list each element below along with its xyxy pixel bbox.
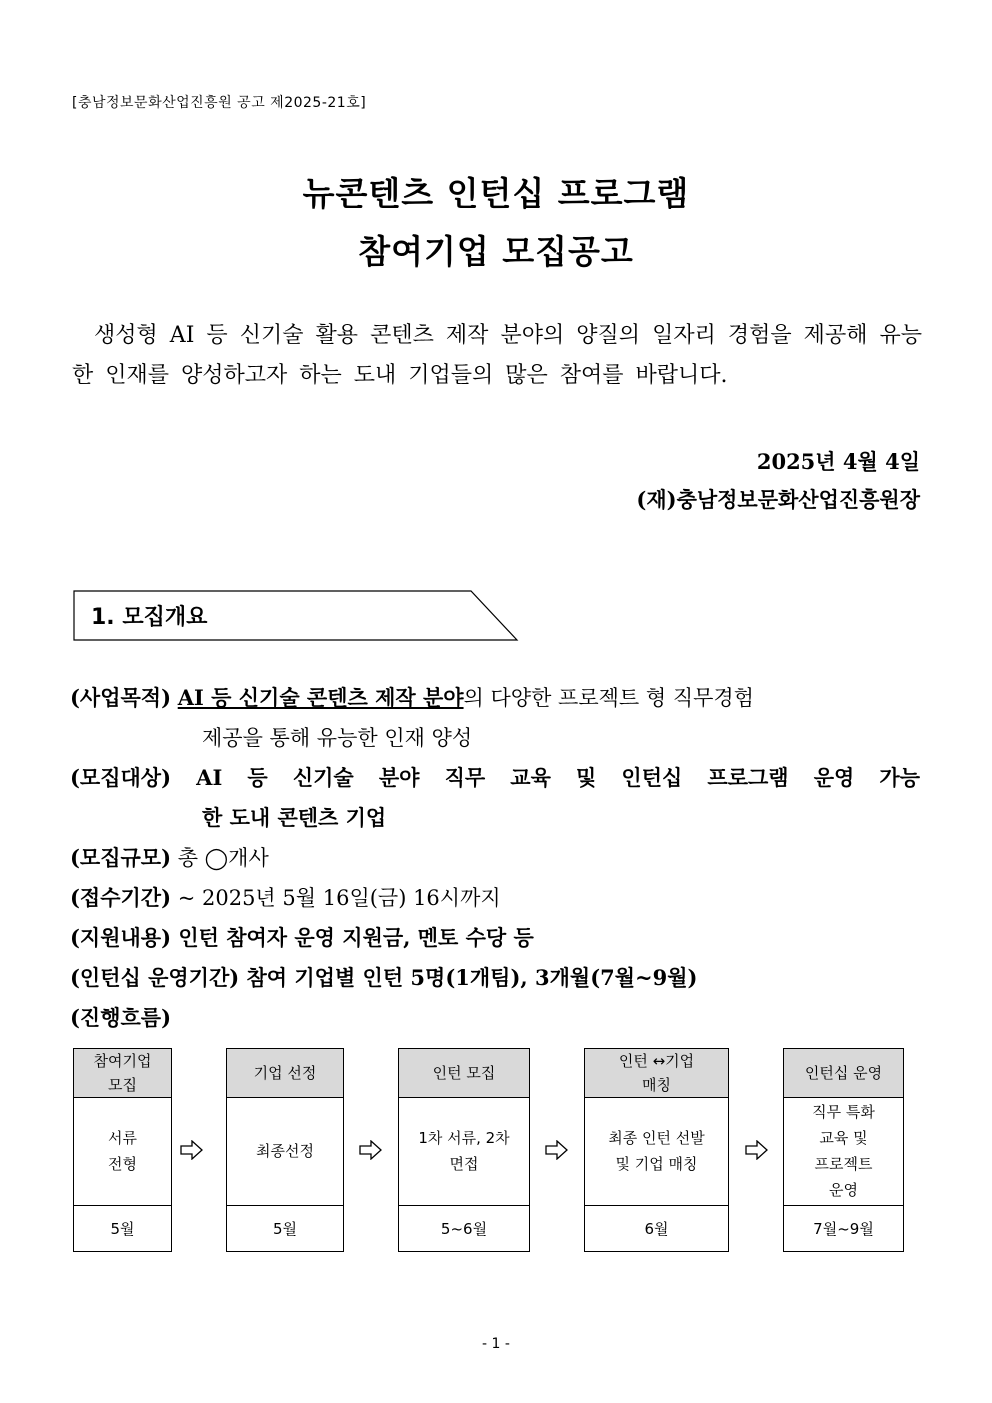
flow-step-2 <box>226 1048 344 1252</box>
support-row <box>70 922 534 952</box>
notice-number: [충남정보문화산업진흥원 공고 제2025-21호] <box>72 95 367 111</box>
page-title-line2: 참여기업 모집공고 <box>358 232 634 271</box>
scale-text: 총 ◯개사 <box>177 846 269 870</box>
right-arrow-icon <box>359 1140 383 1160</box>
right-arrow-icon <box>180 1140 204 1160</box>
target-line2: 한 도내 콘텐츠 기업 <box>202 805 387 830</box>
flow-step-body: 최종 인턴 선발 및 기업 매칭 <box>585 1097 728 1206</box>
section-header <box>73 590 519 642</box>
operation-text: 참여 기업별 인턴 5명(1개팀), 3개월(7월~9월) <box>246 965 698 990</box>
flow-step-body: 서류 전형 <box>74 1097 171 1206</box>
flow-step-period: 7월~9월 <box>813 1219 874 1238</box>
flow-step-period: 5~6월 <box>440 1219 488 1238</box>
period-text: ~ 2025년 5월 16일(금) 16시까지 <box>177 886 501 910</box>
period-label: (접수기간) <box>70 885 172 910</box>
flow-step-5 <box>783 1048 904 1252</box>
flow-step-head: 기업 선정 <box>227 1049 343 1098</box>
section-title: 1. 모집개요 <box>91 605 208 630</box>
flow-step-period: 5월 <box>110 1219 135 1238</box>
flow-step-4 <box>584 1048 729 1252</box>
flow-step-period: 5월 <box>272 1219 298 1238</box>
purpose-line2: 제공을 통해 유능한 인재 양성 <box>202 726 473 750</box>
notice-date: 2025년 4월 4일 <box>756 449 920 474</box>
flow-step-body: 최종선정 <box>227 1097 343 1206</box>
flow-step-head: 인턴십 운영 <box>784 1049 903 1098</box>
target-text: AI 등 신기술 분야 직무 교육 및 인턴십 프로그램 운영 가능 <box>196 765 920 790</box>
page-number: - 1 - <box>482 1336 510 1352</box>
support-label: (지원내용) <box>70 925 172 950</box>
target-label: (모집대상) <box>70 765 172 790</box>
issuer-name: (재)충남정보문화산업진흥원장 <box>636 487 920 512</box>
intro-text: 생성형 AI 등 신기술 활용 콘텐츠 제작 분야의 양질의 일자리 경험을 제공해 유능한 인재를 양성하고자 하는 도내 기업들의 많은 참여를 바랍니다. <box>72 323 922 388</box>
purpose-label: (사업목적) <box>70 685 172 710</box>
purpose-highlight: AI 등 신기술 콘텐츠 제작 분야 <box>177 685 464 710</box>
flow-step-period: 6월 <box>644 1219 669 1238</box>
scale-row <box>70 842 269 872</box>
flow-label: (진행흐름) <box>70 1005 172 1030</box>
scale-label: (모집규모) <box>70 845 172 870</box>
operation-row <box>70 962 697 992</box>
target-row <box>70 762 920 792</box>
flow-step-body: 1차 서류, 2차 면접 <box>399 1097 529 1206</box>
purpose-row <box>70 682 754 712</box>
period-row <box>70 882 501 912</box>
flow-step-head: 참여기업 모집 <box>74 1049 171 1098</box>
right-arrow-icon <box>545 1140 569 1160</box>
flow-step-head: 인턴 모집 <box>399 1049 529 1098</box>
support-text: 인턴 참여자 운영 지원금, 멘토 수당 등 <box>178 925 534 950</box>
operation-label: (인턴십 운영기간) <box>70 965 240 990</box>
right-arrow-icon <box>745 1140 769 1160</box>
page-title-line1: 뉴콘텐츠 인턴십 프로그램 <box>302 174 690 213</box>
flow-step-head: 인턴 ↔기업 매칭 <box>585 1049 728 1098</box>
flow-step-1 <box>73 1048 172 1252</box>
intro-paragraph <box>72 316 922 396</box>
purpose-text: 의 다양한 프로젝트 형 직무경험 <box>463 686 754 710</box>
flow-step-3 <box>398 1048 530 1252</box>
flow-step-body: 직무 특화 교육 및 프로젝트 운영 <box>784 1097 903 1206</box>
